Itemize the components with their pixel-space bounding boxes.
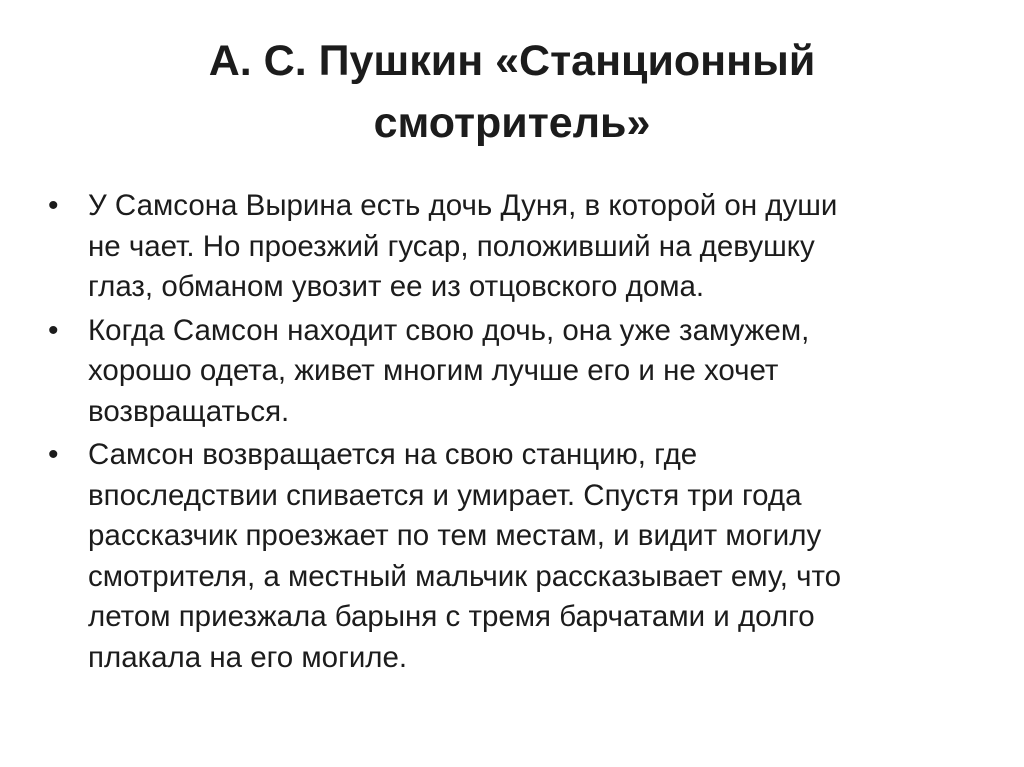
bullet-1-line-1: У Самсона Вырина есть дочь Дуня, в которой он души (88, 189, 838, 222)
bullet-dot-icon: • (48, 438, 59, 471)
bullet-3-line-3: рассказчик проезжает по тем местам, и видит могилу (88, 519, 822, 552)
bullet-3-line-6: плакала на его могиле. (88, 640, 408, 674)
bullet-item-3 (48, 435, 988, 678)
bullet-dot-icon: • (48, 189, 59, 222)
bullet-3-line-5: летом приезжала барыня с тремя барчатами и долго (88, 600, 815, 633)
bullet-1-line-3: глаз, обманом увозит ее из отцовского дома. (88, 270, 705, 303)
bullet-3-line-1: Самсон возвращается на свою станцию, где (88, 438, 698, 471)
bullet-item-2 (48, 311, 988, 433)
bullet-3-line-4: смотрителя, а местный мальчик рассказывает ему, что (88, 559, 842, 593)
slide-title (60, 30, 964, 154)
slide-title-line-2: смотритель» (373, 99, 651, 147)
slide-title-line-1: А. С. Пушкин «Станционный (208, 37, 816, 85)
bullet-dot-icon: • (48, 313, 59, 347)
bullet-list (48, 186, 988, 681)
bullet-2-line-2: хорошо одета, живет многим лучше его и не хочет (88, 354, 779, 387)
bullet-3-line-2: впоследствии спивается и умирает. Спустя три года (88, 478, 802, 512)
bullet-1-line-2: не чает. Но проезжий гусар, положивший на девушку (88, 229, 815, 263)
bullet-2-line-3: возвращаться. (88, 394, 290, 428)
bullet-2-line-1: Когда Самсон находит свою дочь, она уже замужем, (88, 313, 810, 347)
bullet-item-1 (48, 186, 988, 308)
